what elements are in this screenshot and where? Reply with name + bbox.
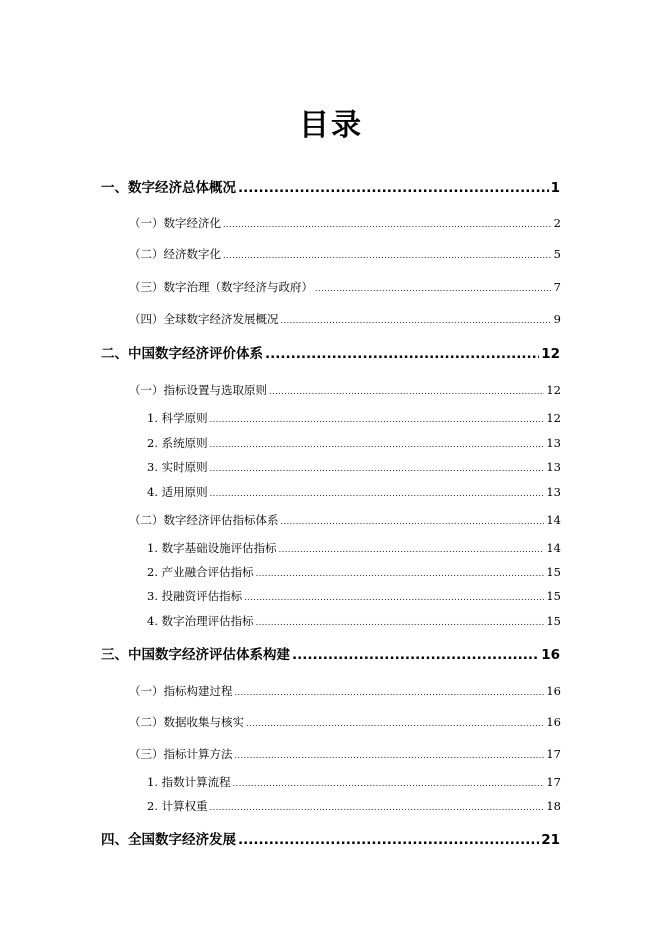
toc-entry-label: （一）数字经济化 <box>129 216 221 230</box>
dot-leader <box>246 716 544 732</box>
toc-entry-4[interactable] <box>101 832 560 848</box>
dot-leader <box>233 776 545 792</box>
dot-leader <box>256 566 545 582</box>
dot-leader <box>210 800 545 816</box>
page-title: 目录 <box>299 108 363 143</box>
toc-entry-label: 1. 数字基础设施评估指标 <box>147 541 277 555</box>
toc-entry-page: 16 <box>546 715 561 729</box>
dot-leader <box>210 412 545 428</box>
toc-entry-page: 1 <box>550 180 560 196</box>
toc-entry-page: 15 <box>546 565 561 579</box>
toc-entry-2[interactable] <box>101 346 560 362</box>
toc-entry-label: （三）数字治理（数字经济与政府） <box>129 280 313 294</box>
toc-entry-page: 16 <box>541 647 560 663</box>
dot-leader <box>244 590 544 606</box>
toc-entry-1-1[interactable] <box>129 215 561 233</box>
toc-entry-page: 14 <box>546 513 561 527</box>
toc-entry-page: 12 <box>546 411 561 425</box>
dot-leader <box>292 647 539 663</box>
toc-entry-page: 2 <box>553 216 561 230</box>
toc-entry-label: 2. 产业融合评估指标 <box>147 565 254 579</box>
dot-leader <box>281 313 552 329</box>
toc-entry-label: （三）指标计算方法 <box>129 747 233 761</box>
dot-leader <box>223 248 552 264</box>
toc-entry-label: 1. 指数计算流程 <box>147 775 231 789</box>
toc-entry-3-3-2[interactable] <box>147 798 561 816</box>
toc-entry-2-2-2[interactable] <box>147 564 561 582</box>
dot-leader <box>223 217 552 233</box>
toc-entry-2-2[interactable] <box>129 512 561 530</box>
toc-entry-label: 2. 计算权重 <box>147 799 208 813</box>
toc-entry-3-2[interactable] <box>129 714 561 732</box>
toc-entry-1[interactable] <box>101 180 560 196</box>
toc-entry-label: （一）指标设置与选取原则 <box>129 383 267 397</box>
toc-entry-label: 3. 投融资评估指标 <box>147 589 243 603</box>
toc-entry-2-1[interactable] <box>129 382 561 400</box>
toc-entry-2-1-4[interactable] <box>147 484 561 502</box>
toc-entry-2-1-1[interactable] <box>147 410 561 428</box>
toc-entry-label: （四）全球数字经济发展概况 <box>129 312 279 326</box>
toc-entry-3-1[interactable] <box>129 683 561 701</box>
dot-leader <box>235 748 545 764</box>
toc-entry-page: 21 <box>541 832 560 848</box>
dot-leader <box>210 437 545 453</box>
toc-entry-page: 17 <box>546 747 561 761</box>
toc-entry-page: 16 <box>546 684 561 698</box>
dot-leader <box>269 384 544 400</box>
dot-leader <box>238 832 539 848</box>
toc-entry-2-2-3[interactable] <box>147 588 561 606</box>
toc-entry-page: 5 <box>553 247 561 261</box>
toc-entry-label: 3. 实时原则 <box>147 460 208 474</box>
dot-leader <box>210 461 545 477</box>
toc-entry-page: 17 <box>546 775 561 789</box>
toc-entry-page: 7 <box>553 280 561 294</box>
toc-entry-page: 14 <box>546 541 561 555</box>
toc-entry-1-4[interactable] <box>129 311 561 329</box>
toc-entry-page: 12 <box>541 346 560 362</box>
toc-entry-3[interactable] <box>101 647 560 663</box>
toc-entry-1-3[interactable] <box>129 279 561 297</box>
dot-leader <box>235 685 545 701</box>
toc-entry-2-2-4[interactable] <box>147 613 561 631</box>
toc-entry-label: 4. 适用原则 <box>147 485 208 499</box>
toc-entry-page: 13 <box>546 485 561 499</box>
toc-entry-page: 12 <box>546 383 561 397</box>
dot-leader <box>265 346 539 362</box>
toc-entry-label: 二、中国数字经济评价体系 <box>101 346 263 362</box>
dot-leader <box>315 281 552 297</box>
toc-entry-page: 13 <box>546 436 561 450</box>
toc-entry-label: 一、数字经济总体概况 <box>101 180 236 196</box>
toc-entry-page: 15 <box>546 614 561 628</box>
toc-entry-3-3-1[interactable] <box>147 774 561 792</box>
toc-entry-page: 13 <box>546 460 561 474</box>
dot-leader <box>238 180 549 196</box>
dot-leader <box>279 542 545 558</box>
dot-leader <box>281 514 545 530</box>
dot-leader <box>256 615 545 631</box>
toc-entry-2-1-2[interactable] <box>147 435 561 453</box>
toc-entry-label: 三、中国数字经济评估体系构建 <box>101 647 290 663</box>
toc-entry-3-3[interactable] <box>129 746 561 764</box>
dot-leader <box>210 486 545 502</box>
toc-entry-page: 18 <box>546 799 561 813</box>
toc-entry-label: 1. 科学原则 <box>147 411 208 425</box>
toc-entry-page: 9 <box>553 312 561 326</box>
toc-entry-2-2-1[interactable] <box>147 540 561 558</box>
toc-entry-page: 15 <box>546 589 561 603</box>
toc-entry-label: （二）经济数字化 <box>129 247 221 261</box>
toc-entry-2-1-3[interactable] <box>147 459 561 477</box>
toc-entry-label: 4. 数字治理评估指标 <box>147 614 254 628</box>
toc-entry-1-2[interactable] <box>129 246 561 264</box>
toc-entry-label: （一）指标构建过程 <box>129 684 233 698</box>
toc-entry-label: （二）数据收集与核实 <box>129 715 244 729</box>
toc-entry-label: （二）数字经济评估指标体系 <box>129 513 279 527</box>
toc-entry-label: 2. 系统原则 <box>147 436 208 450</box>
toc-entry-label: 四、全国数字经济发展 <box>101 832 236 848</box>
